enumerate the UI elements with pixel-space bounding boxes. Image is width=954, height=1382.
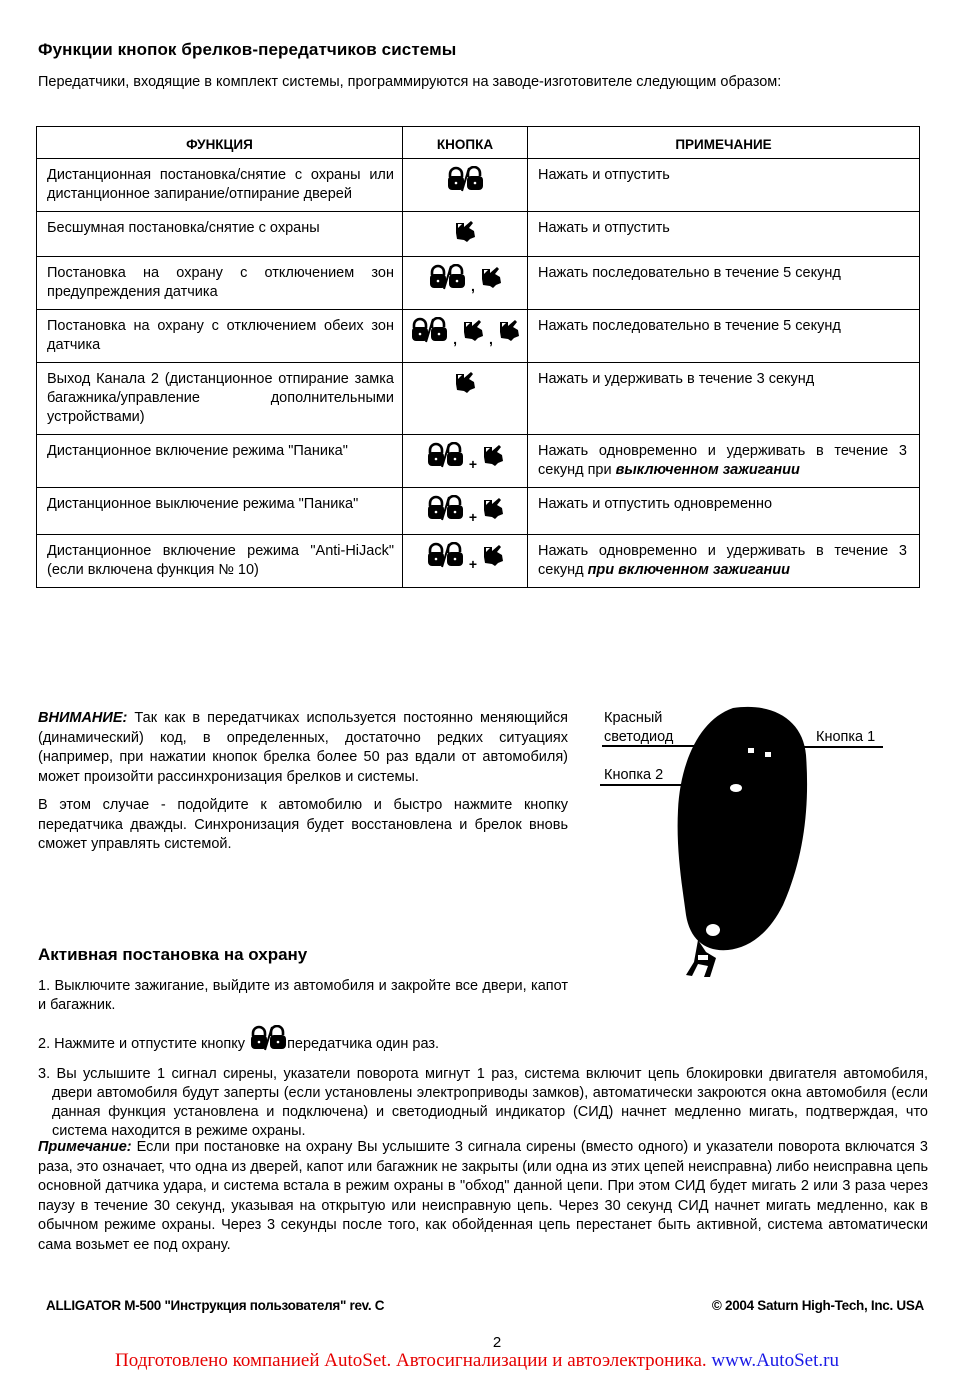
- mute-icon: [462, 318, 484, 348]
- note-text: Нажать и отпустить: [538, 220, 670, 236]
- intro-paragraph: Передатчики, входящие в комплект системы, программируются на заводе-изготовителе следующим образом:: [38, 74, 782, 90]
- lock-unlock-icon: [428, 264, 466, 296]
- table-row: [37, 310, 920, 363]
- page-title: Функции кнопок брелков-передатчиков системы: [38, 40, 457, 59]
- arming-title: Активная постановка на охрану: [38, 945, 308, 964]
- note-text: Нажать одновременно и удерживать в течение 3 секунд: [538, 543, 907, 578]
- note-block: [38, 1138, 928, 1255]
- table-row: [37, 212, 920, 257]
- note-cell: [528, 488, 920, 535]
- button-separator: ,: [471, 278, 475, 294]
- note-cell: [528, 159, 920, 212]
- lock-unlock-icon: [426, 495, 464, 527]
- note-text: Если при постановке на охрану Вы услышите 3 сигнала сирены (вместо одного) и указатели поворота включатся 3 раза, это означает, что одна из дверей, капот или багажник не закрыты (или одна из этих цепей неисправна) либо неисправна цепь основной датчика удара, и система встала в режим охраны в "обход" данной цепи. При этом СИД будет мигать 2 или 3 раза через паузу в течение 30 секунд, указывая на открытую или неисправную цепь. Через 30 секунд СИД начнет мигать медленно, как в обычном режиме охраны. Через 3 секунды после того, как обойденная цепь перестанет быть активной, система автоматически сама возьмет ее под охрану.: [38, 1139, 928, 1253]
- note-text: Нажать одновременно и удерживать в течение 3 секунд при: [538, 443, 907, 478]
- step-2: [38, 1025, 928, 1057]
- button-cell: [403, 257, 528, 310]
- warning-label: ВНИМАНИЕ:: [38, 710, 128, 726]
- mute-icon: [482, 496, 504, 526]
- mute-icon: [454, 370, 476, 400]
- warning-paragraph: [38, 709, 568, 787]
- label-red-led-line1: Красный: [604, 710, 663, 726]
- button-functions-table: [36, 126, 920, 588]
- mute-icon: [482, 543, 504, 573]
- note-cell: [528, 435, 920, 488]
- button-separator: +: [468, 556, 478, 572]
- warning-text: Так как в передатчиках используется постоянно меняющийся (динамический) код, в определенных, достаточно редких ситуациях (например, при нажатии кнопок брелка более 50 раз вдали от автомобиля) может произойти рассинхронизация брелков и системы.: [38, 710, 568, 785]
- step-1: 1. Выключите зажигание, выйдите из автомобиля и закройте все двери, капот и багажник.: [38, 978, 568, 1013]
- button1-marker: [765, 752, 771, 757]
- note-cell: [528, 363, 920, 435]
- warning-paragraph-2: В этом случае - подойдите к автомобилю и быстро нажмите кнопку передатчика дважды. Синхронизация будет восстановлена и брелок вновь сможет управлять системой.: [38, 797, 568, 852]
- label-button-1: Кнопка 1: [816, 729, 876, 745]
- lock-unlock-icon: [426, 442, 464, 474]
- note-emphasis: выключенном зажигании: [615, 462, 800, 478]
- label-red-led-line2: светодиод: [604, 729, 674, 745]
- function-cell: Дистанционное включение режима "Паника": [37, 435, 403, 488]
- button-cell: [403, 363, 528, 435]
- header-function: ФУНКЦИЯ: [37, 127, 403, 159]
- function-cell: Дистанционная постановка/снятие с охраны или дистанционное запирание/отпирание дверей: [37, 159, 403, 212]
- label-red-led: [604, 709, 673, 747]
- lock-unlock-icon: [426, 542, 464, 574]
- button-cell: [403, 310, 528, 363]
- note-cell: [528, 310, 920, 363]
- warning-block: [38, 709, 568, 864]
- function-cell: Постановка на охрану с отключением зон предупреждения датчика: [37, 257, 403, 310]
- button-separator: +: [468, 456, 478, 472]
- button-cell: [403, 159, 528, 212]
- led-marker: [748, 748, 754, 753]
- page-number: 2: [492, 1334, 502, 1351]
- header-button: КНОПКА: [403, 127, 528, 159]
- mute-icon: [454, 219, 476, 249]
- button-cell: [403, 212, 528, 257]
- arming-steps: [38, 977, 928, 1141]
- step-2-text-end: передатчика один раз.: [287, 1036, 440, 1052]
- key-fob-body: [678, 707, 807, 950]
- note-text: Нажать последовательно в течение 5 секунд: [538, 318, 841, 334]
- function-cell: Дистанционное выключение режима "Паника": [37, 488, 403, 535]
- note-emphasis: при включенном зажигании: [587, 562, 791, 578]
- function-cell: Дистанционное включение режима "Anti-HiJack" (если включена функция № 10): [37, 535, 403, 588]
- note-label: Примечание:: [38, 1139, 132, 1155]
- credit-line: [0, 1350, 954, 1372]
- table-header-row: [37, 127, 920, 159]
- step-2-text: 2. Нажмите и отпустите кнопку: [38, 1036, 250, 1052]
- lock-unlock-icon: [249, 1025, 287, 1057]
- note-text: Нажать последовательно в течение 5 секунд: [538, 265, 841, 281]
- key-fob-figure: [598, 700, 898, 980]
- button-cell: [403, 488, 528, 535]
- button-separator: +: [468, 509, 478, 525]
- note-cell: [528, 212, 920, 257]
- table-row: [37, 488, 920, 535]
- footer-manual-title: ALLIGATOR M-500 "Инструкция пользователя" rev. C: [46, 1298, 385, 1313]
- note-cell: [528, 257, 920, 310]
- function-cell: Бесшумная постановка/снятие с охраны: [37, 212, 403, 257]
- button-separator: ,: [453, 331, 457, 347]
- function-cell: Выход Канала 2 (дистанционное отпирание замка багажника/управление дополнительными устройствами): [37, 363, 403, 435]
- note-text: Нажать и отпустить одновременно: [538, 496, 773, 512]
- table-row: [37, 435, 920, 488]
- table-row: [37, 159, 920, 212]
- footer-copyright: © 2004 Saturn High-Tech, Inc. USA: [711, 1298, 924, 1313]
- function-cell: Постановка на охрану с отключением обеих зон датчика: [37, 310, 403, 363]
- mute-icon: [480, 265, 502, 295]
- table-row: [37, 363, 920, 435]
- table-row: [37, 257, 920, 310]
- note-text: Нажать и удерживать в течение 3 секунд: [538, 371, 815, 387]
- key-ring-hole: [706, 924, 720, 936]
- credit-link[interactable]: www.AutoSet.ru: [711, 1350, 839, 1371]
- mute-icon: [482, 443, 504, 473]
- credit-text: Подготовлено компанией AutoSet. Автосигнализации и автоэлектроника.: [115, 1350, 712, 1371]
- lock-unlock-icon: [410, 317, 448, 349]
- lock-unlock-icon: [446, 166, 484, 198]
- button-separator: ,: [489, 331, 493, 347]
- table-row: [37, 535, 920, 588]
- label-button-2: Кнопка 2: [604, 767, 664, 783]
- step-3: 3. Вы услышите 1 сигнал сирены, указатели поворота мигнут 1 раз, система включит цепь блокировки двигателя автомобиля, двери автомобиля будут заперты (если установлены электроприводы замков), автоматически закроются окна автомобиля (если данная функция установлена и подключена) и светодиодный индикатор (СИД) начнет медленно мигать, подтверждая, что система находится в режиме охраны.: [38, 1066, 928, 1139]
- note-cell: [528, 535, 920, 588]
- button-cell: [403, 435, 528, 488]
- button-cell: [403, 535, 528, 588]
- header-note: ПРИМЕЧАНИЕ: [528, 127, 920, 159]
- mute-icon: [498, 318, 520, 348]
- note-text: Нажать и отпустить: [538, 167, 670, 183]
- button2-marker: [730, 784, 742, 792]
